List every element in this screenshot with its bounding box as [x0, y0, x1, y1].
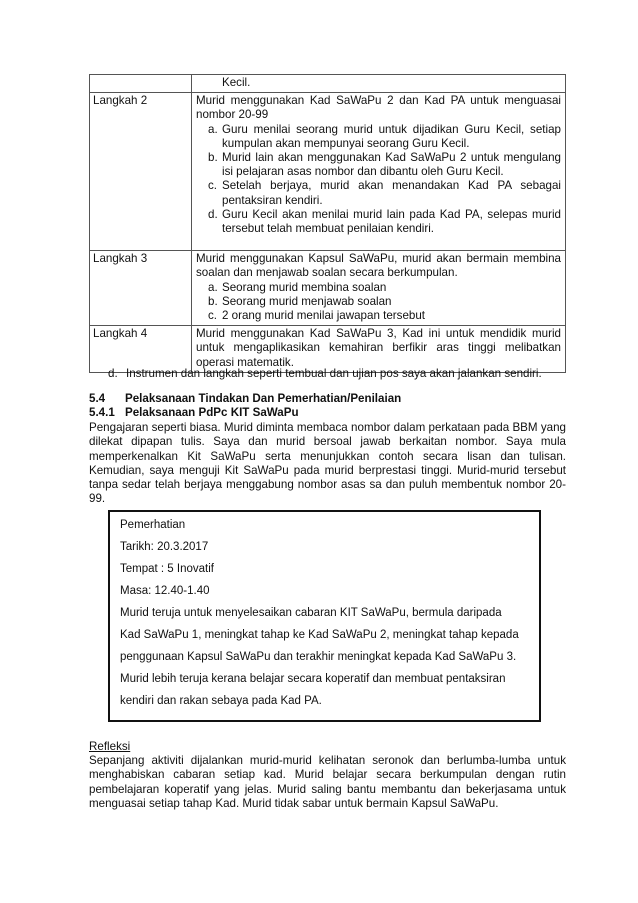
list-item: [208, 123, 561, 151]
reflection-heading: Refleksi: [89, 740, 131, 753]
table-row: [90, 326, 566, 373]
table-row: [90, 75, 566, 93]
subsection-title: Pelaksanaan PdPc KIT SaWaPu: [125, 406, 299, 419]
note-text: Instrumen dan langkah seperti tembual dan ujian pos saya akan jalankan sendiri.: [126, 367, 542, 380]
observation-date: Tarikh: 20.3.2017: [120, 541, 209, 553]
list-item: [208, 309, 561, 323]
note-d: [108, 367, 568, 381]
list-marker: c.: [208, 179, 218, 193]
list-marker: d.: [208, 207, 218, 221]
list-text: Setelah berjaya, murid akan menandakan Kad PA sebagai pentaksiran kendiri.: [222, 179, 561, 207]
continued-text: Kecil.: [222, 76, 251, 89]
list-text: Seorang murid membina soalan: [222, 280, 387, 294]
section-heading: [89, 392, 401, 405]
list-marker: b.: [208, 294, 218, 308]
list-item: [208, 208, 561, 248]
list-text: 2 orang murid menilai jawapan tersebut: [222, 309, 426, 323]
step-label: Langkah 4: [90, 326, 192, 373]
list-item: [208, 179, 561, 207]
table-cell: [192, 75, 566, 93]
table-cell-empty: [90, 75, 192, 93]
list-marker: a.: [208, 122, 218, 136]
observation-time: Masa: 12.40-1.40: [120, 585, 210, 597]
list-text: Seorang murid menjawab soalan: [222, 294, 392, 308]
list-item: [208, 281, 561, 295]
body-paragraph: Pengajaran seperti biasa. Murid diminta membaca nombor dalam perkataan pada BBM yang dilekat dipapan tulis. Saya dan murid bersoal jawab berkaitan nombor. Saya mula memperkenalkan Kit SaWaPu serta menunjukkan contoh secara lisan dan tulisan. Kemudian, saya menguji Kit SaWaPu pada murid berprestasi tinggi. Murid-murid tersebut tanpa sedar telah berjaya menggabung nombor asas sa dan puluh membentuk nombor 20-99.: [89, 421, 566, 506]
step-intro: nombor 20-99: [196, 108, 269, 122]
list-text: Guru Kecil akan menilai murid lain pada Kad PA, selepas murid tersebut telah membuat penilaian kendiri.: [222, 207, 561, 236]
observation-place: Tempat : 5 Inovatif: [120, 563, 214, 575]
observation-heading: Pemerhatian: [120, 519, 186, 531]
list-text: Murid lain akan menggunakan Kad SaWaPu 2 untuk mengulang isi pelajaran asas nombor dan dibantu oleh Guru Kecil.: [222, 151, 561, 179]
reflection-paragraph: Sepanjang aktiviti dijalankan murid-murid kelihatan seronok dan berlumba-lumba untuk menghabiskan cabaran setiap kad. Murid belajar secara berkumpulan dengan rutin pembelajaran koperatif yang jelas. Murid saling bantu membantu dan bekerjasama untuk menguasai setiap tahap Kad. Murid tidak sabar untuk bermain Kapsul SaWaPu.: [89, 754, 566, 810]
list-item: [208, 295, 561, 309]
steps-table: [89, 74, 566, 373]
table-row: [90, 251, 566, 326]
note-marker: d.: [108, 367, 118, 380]
observation-line: Kad SaWaPu 1, meningkat tahap ke Kad SaWaPu 2, meningkat tahap kepada: [120, 629, 519, 641]
list-marker: c.: [208, 309, 218, 323]
subsection-number: 5.4.1: [89, 406, 115, 419]
step-content: [192, 251, 566, 326]
step-label: Langkah 3: [90, 251, 192, 326]
observation-line: penggunaan Kapsul SaWaPu dan terakhir meningkat kepada Kad SaWaPu 3.: [120, 651, 517, 663]
list-text: Guru menilai seorang murid untuk dijadikan Guru Kecil, setiap kumpulan akan mempunyai seorang Guru Kecil.: [222, 122, 561, 150]
step-intro: Murid menggunakan Kapsul SaWaPu, murid akan bermain membina: [196, 252, 561, 266]
step-content: Murid menggunakan Kad SaWaPu 3, Kad ini untuk mendidik murid untuk mengaplikasikan kemahiran berfikir aras tinggi melibatkan operasi matematik.: [192, 326, 566, 373]
step-intro: soalan dan menjawab soalan secara berkumpulan.: [196, 266, 458, 280]
observation-line: Murid teruja untuk menyelesaikan cabaran KIT SaWaPu, bermula daripada: [120, 607, 502, 619]
section-title: Pelaksanaan Tindakan Dan Pemerhatian/Penilaian: [125, 392, 402, 405]
observation-line: Murid lebih teruja kerana belajar secara koperatif dan membuat pentaksiran: [120, 673, 506, 685]
step-label: Langkah 2: [90, 93, 192, 251]
step-intro: Murid menggunakan Kad SaWaPu 2 dan Kad PA untuk menguasai: [196, 94, 561, 108]
list-item: [208, 151, 561, 179]
observation-line: kendiri dan rakan sebaya pada Kad PA.: [120, 695, 322, 707]
table-row: [90, 93, 566, 251]
step-content: [192, 93, 566, 251]
observation-box: [108, 510, 541, 722]
subsection-heading: [89, 406, 299, 419]
section-number: 5.4: [89, 392, 106, 405]
list-marker: a.: [208, 280, 218, 294]
list-marker: b.: [208, 151, 218, 165]
